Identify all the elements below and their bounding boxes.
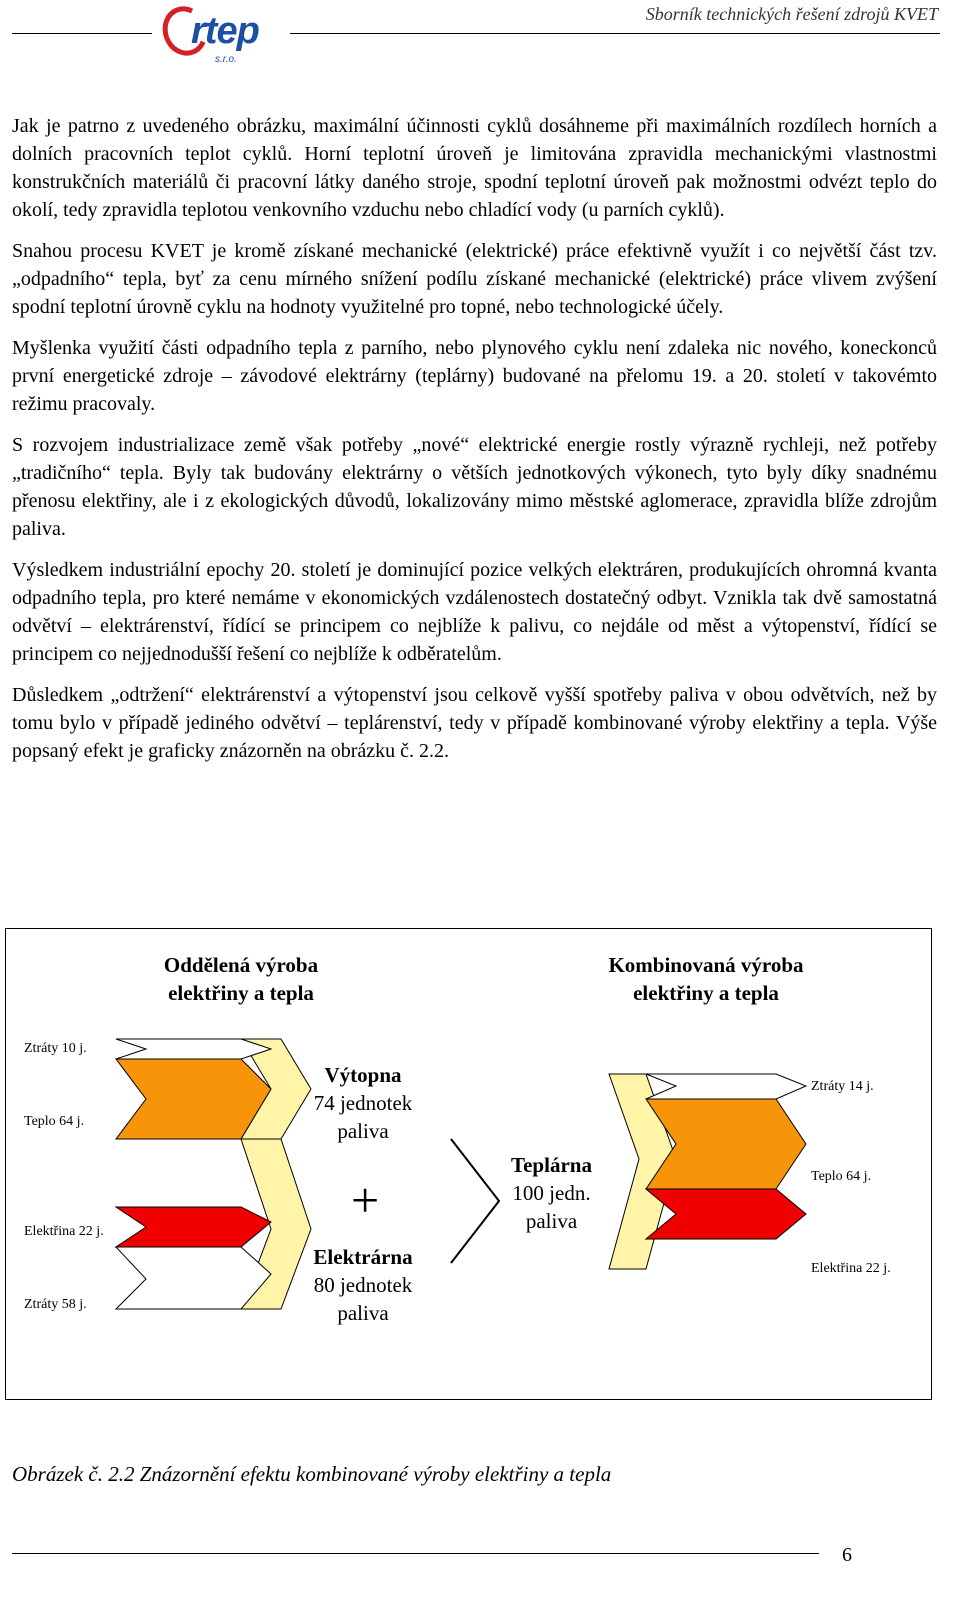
loss-band-power-plant [116, 1247, 271, 1309]
label-losses-combined: Ztráty 14 j. [811, 1079, 874, 1094]
paragraph-5: Výsledkem industriální epochy 20. století je dominující pozice velkých elektráren, produkujících ohromná kvanta odpadního tepla, pro které nemáme v ekonomických vzdálenostech dostatečný odbyt. Vznikla tak dvě samostatná odvětví – elektrárenství, řídící se principem co nejblíže k palivu, co nejdále od měst a výtopenství, řídící se principem co nejjednodušší řešení co nejblíže k odběratelům. [12, 559, 937, 665]
chp-plant-fuel-unit: paliva [525, 1209, 578, 1233]
electricity-band-separate [116, 1207, 271, 1247]
ortep-logo [163, 4, 283, 66]
heading-combined-line2: elektřiny a tepla [633, 981, 779, 1005]
label-electricity-separate: Elektřina 22 j. [24, 1224, 104, 1239]
figure-combined-production [5, 928, 932, 1400]
paragraph-4: S rozvojem industrializace země však potřeby „nové“ elektrické energie rostly výrazně rychleji, než potřeby „tradičního“ tepla. Byly tak budovány elektrárny o větších jednotkových výkonech, tyto byly díky snadnému přenosu elektřiny, ale i z ekologických důvodů, lokalizovány mimo městské aglomerace, zpravidla blíže zdrojům paliva. [12, 434, 937, 540]
power-plant-fuel-unit: paliva [337, 1301, 389, 1325]
logo-text: rtep [191, 10, 259, 52]
figure-caption: Obrázek č. 2.2 Znázornění efektu kombinované výroby elektřiny a tepla [12, 1462, 612, 1486]
heat-band-separate [116, 1059, 271, 1139]
power-plant-text [298, 1243, 428, 1327]
footer-rule [12, 1553, 819, 1554]
chp-plant-fuel-amount: 100 jedn. [512, 1181, 591, 1205]
paragraph-3: Myšlenka využití části odpadního tepla z parního, nebo plynového cyklu není zdaleka nic nového, koneckonců první energetické zdroje – závodové elektrárny (teplárny) budované na přelomu 19. a 20. století v takovémto režimu pracovaly. [12, 337, 937, 415]
label-heat-combined: Teplo 64 j. [811, 1169, 872, 1184]
heating-plant-text [298, 1061, 428, 1145]
chp-plant-title: Teplárna [511, 1153, 592, 1177]
header-rule-right [290, 33, 940, 34]
header-title: Sborník technických řešení zdrojů KVET [645, 4, 938, 24]
bracket-icon [451, 1139, 499, 1263]
paragraph-6: Důsledkem „odtržení“ elektrárenství a výtopenství jsou celkově vyšší spotřeby paliva v obou odvětvích, než by tomu bylo v případě jediného odvětví – teplárenství, tedy v případě kombinované výroby elektřiny a tepla. Výše popsaný efekt je graficky znázorněn na obrázku č. 2.2. [12, 684, 937, 762]
heating-plant-fuel-unit: paliva [337, 1119, 389, 1143]
heading-combined-line1: Kombinovaná výroba [608, 953, 804, 977]
heating-plant-title: Výtopna [324, 1063, 402, 1087]
label-losses-heating: Ztráty 10 j. [24, 1041, 87, 1056]
plus-sign: + [351, 1172, 380, 1228]
heading-separate [141, 951, 341, 1007]
paragraph-2: Snahou procesu KVET je kromě získané mechanické (elektrické) práce efektivně využít i co největší část tzv. „odpadního“ tepla, byť za cenu mírného snížení podílu získané mechanické (elektrické) práce vlivem zvýšení spodní teplotní úrovně cyklu na hodnoty využitelné pro topné, nebo technologické účely. [12, 240, 937, 318]
electricity-band-combined [646, 1189, 806, 1239]
chp-plant-text [494, 1151, 609, 1235]
page-number: 6 [842, 1544, 852, 1566]
power-plant-title: Elektrárna [313, 1245, 413, 1269]
heading-separate-line2: elektřiny a tepla [168, 981, 314, 1005]
label-electricity-combined: Elektřina 22 j. [811, 1261, 891, 1276]
label-losses-power: Ztráty 58 j. [24, 1297, 87, 1312]
header-rule-left [12, 33, 152, 34]
loss-band-heating-plant [116, 1039, 271, 1059]
power-plant-fuel-amount: 80 jednotek [313, 1273, 413, 1297]
heating-plant-fuel-amount: 74 jednotek [313, 1091, 413, 1115]
heading-combined [591, 951, 821, 1007]
body-text [12, 112, 937, 778]
loss-band-combined [646, 1074, 806, 1099]
paragraph-1: Jak je patrno z uvedeného obrázku, maximální účinnosti cyklů dosáhneme při maximálních rozdílech horních a dolních pracovních teplot cyklů. Horní teplotní úroveň je limitována zpravidla mechanickými vlastnostmi konstrukčních materiálů či pracovní látky daného stroje, spodní teplotní úroveň pak možnostmi odvézt teplo do okolí, tedy zpravidla teplotou venkovního vzduchu nebo chladící vody (u parních cyklů). [12, 115, 937, 221]
logo-subtext: s.r.o. [215, 54, 237, 65]
heading-separate-line1: Oddělená výroba [163, 953, 319, 977]
label-heat-separate: Teplo 64 j. [24, 1114, 85, 1129]
